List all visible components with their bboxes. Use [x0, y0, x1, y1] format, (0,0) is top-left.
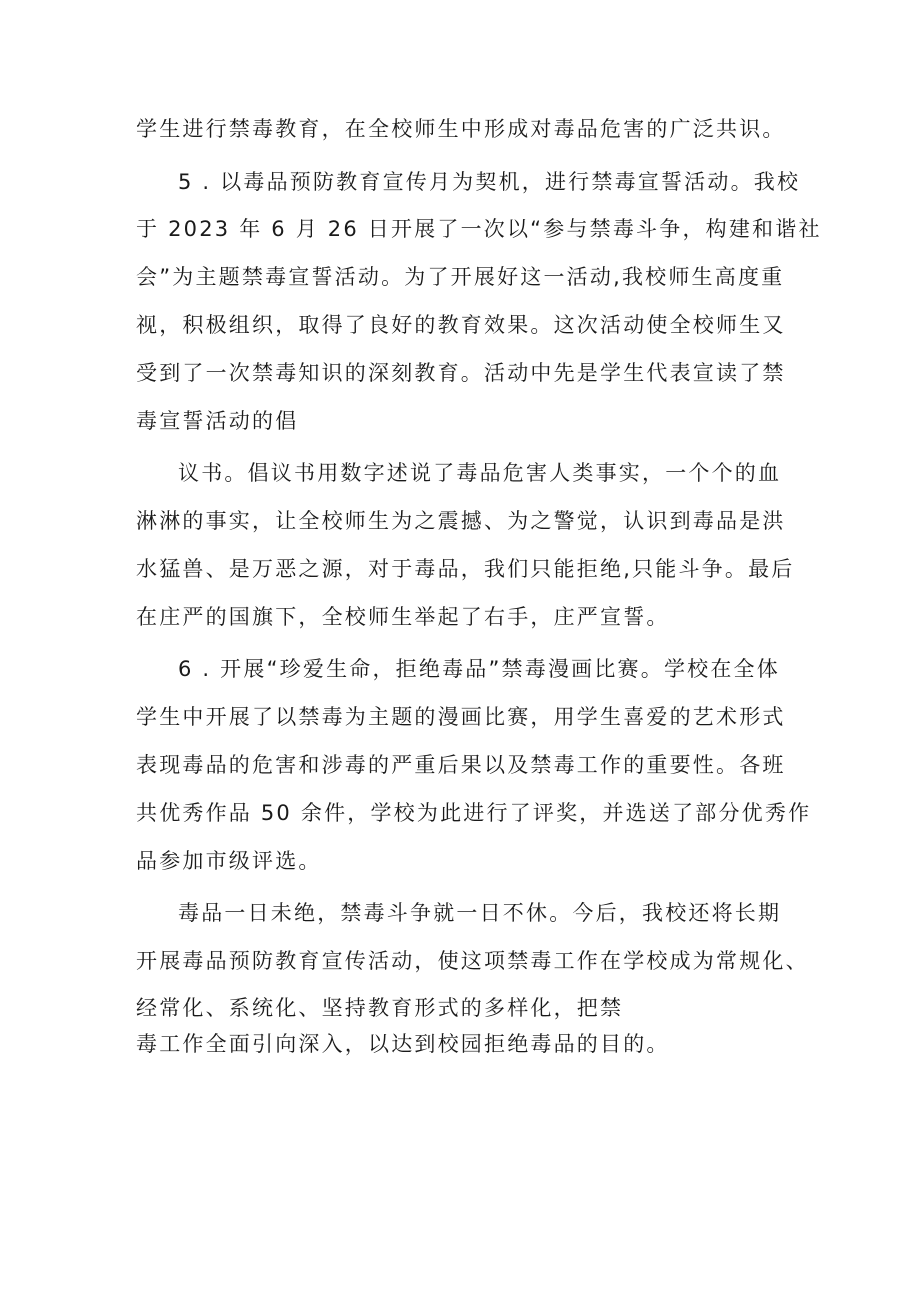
text-line: 品参加市级评选。 [136, 849, 322, 873]
text-line: 毒品一日未绝，禁毒斗争就一日不休。今后，我校还将长期 [178, 901, 782, 925]
text-line: 经常化、系统化、坚持教育形式的多样化，把禁 [136, 996, 624, 1020]
text-line: 表现毒品的危害和涉毒的严重后果以及禁毒工作的重要性。各班 [136, 753, 786, 777]
text-line: 于 2023 年 6 月 26 日开展了一次以“参与禁毒斗争，构建和谐社 [136, 217, 822, 241]
text-line: 在庄严的国旗下，全校师生举起了右手，庄严宣誓。 [136, 605, 670, 629]
text-line: 共优秀作品 50 余件，学校为此进行了评奖，并选送了部分优秀作 [136, 801, 812, 825]
text-line: 受到了一次禁毒知识的深刻教育。活动中先是学生代表宣读了禁 [136, 361, 786, 385]
text-line: 会”为主题禁毒宣誓活动。为了开展好这一活动,我校师生高度重 [136, 265, 785, 289]
text-line: 毒工作全面引向深入，以达到校园拒绝毒品的目的。 [136, 1032, 670, 1056]
text-line: 学生进行禁毒教育，在全校师生中形成对毒品危害的广泛共识。 [136, 117, 786, 141]
text-line: 议书。倡议书用数字述说了毒品危害人类事实，一个个的血 [178, 461, 782, 485]
text-line: 6 . 开展“珍爱生命，拒绝毒品”禁毒漫画比赛。学校在全体 [178, 657, 780, 681]
text-line: 淋淋的事实，让全校师生为之震撼、为之警觉，认识到毒品是洪 [136, 509, 786, 533]
text-line: 5 . 以毒品预防教育宣传月为契机，进行禁毒宣誓活动。我校 [178, 170, 801, 194]
text-line: 开展毒品预防教育宣传活动，使这项禁毒工作在学校成为常规化、 [136, 949, 809, 973]
text-line: 水猛兽、是万恶之源，对于毒品，我们只能拒绝,只能斗争。最后 [136, 557, 795, 581]
text-line: 毒宣誓活动的倡 [136, 409, 299, 433]
text-line: 视，积极组织，取得了良好的教育效果。这次活动使全校师生又 [136, 313, 786, 337]
text-line: 学生中开展了以禁毒为主题的漫画比赛，用学生喜爱的艺术形式 [136, 705, 786, 729]
